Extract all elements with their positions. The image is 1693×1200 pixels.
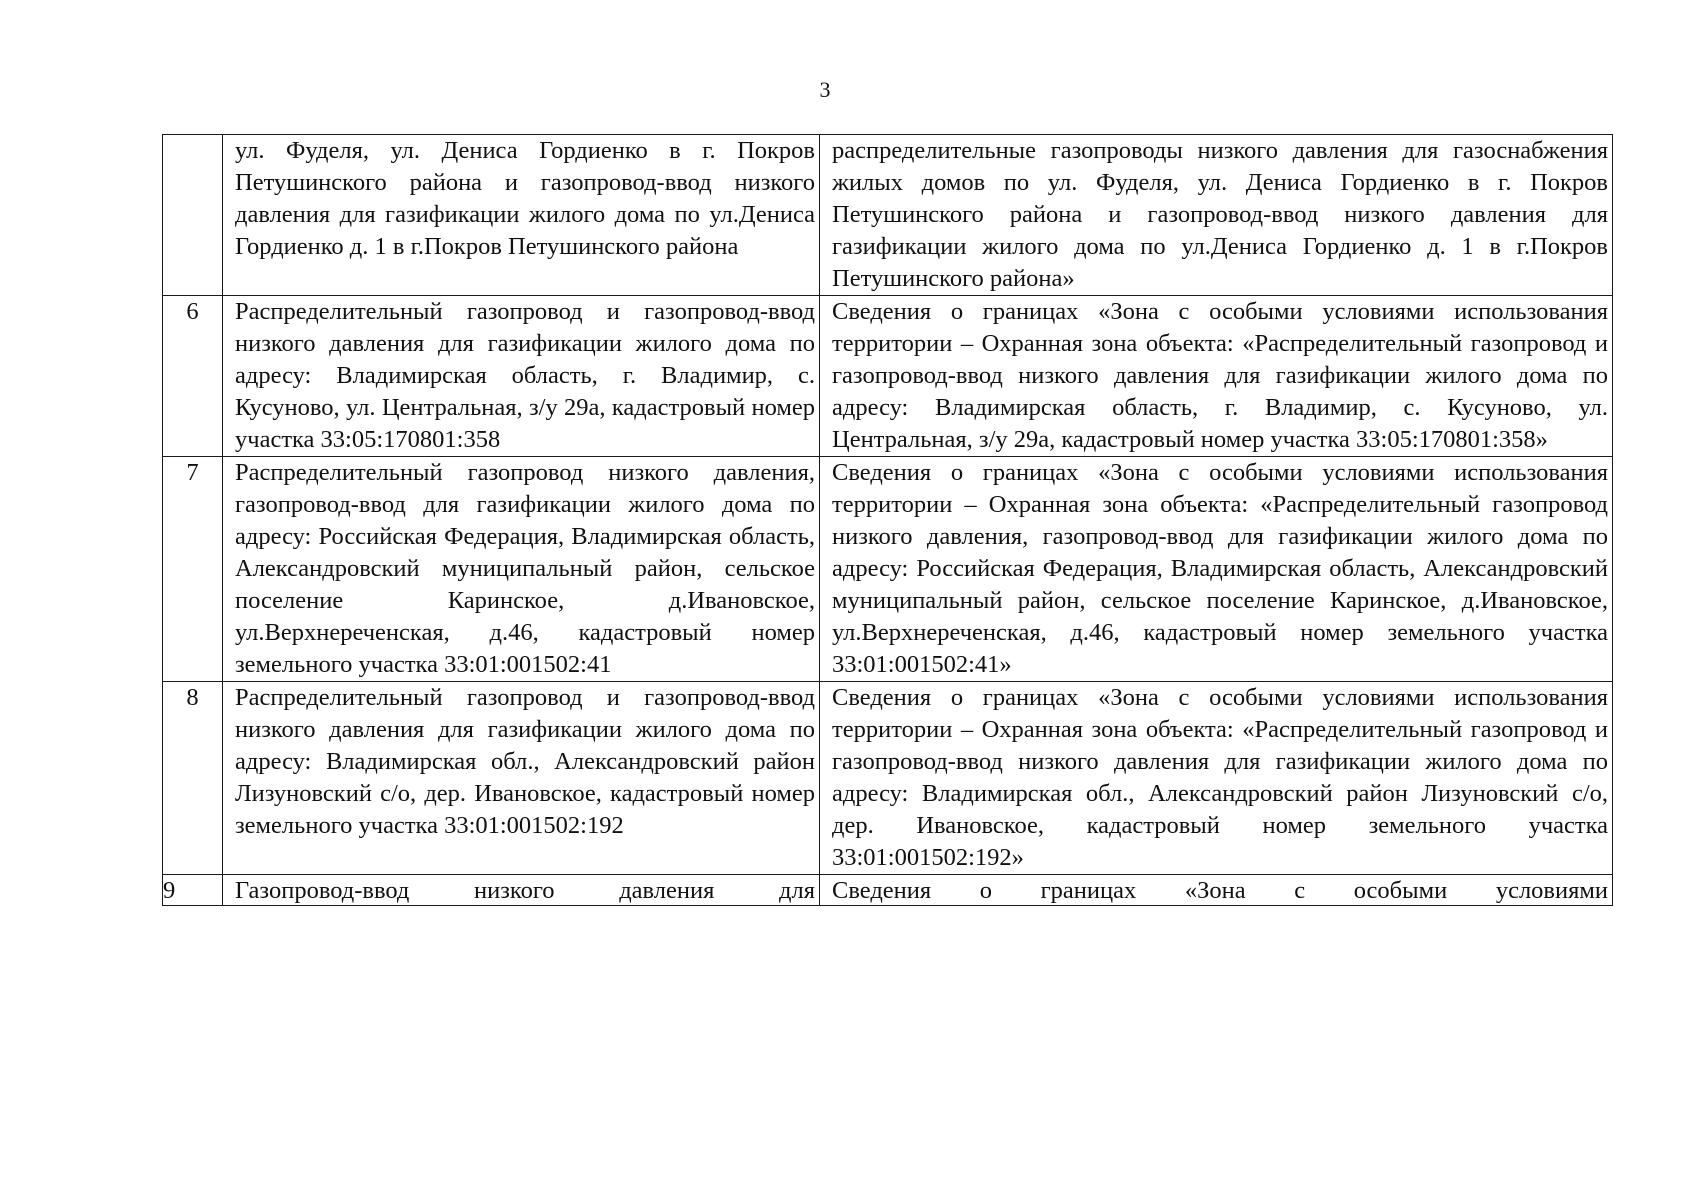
page-number: 3 (819, 77, 831, 102)
object-name: Распределительный газопровод низкого давления, газопровод-ввод для газификации жилого дома по адресу: Российская Федерация, Владимирская область, Александровский муниципальный район, сельское поселение Каринское, д.Ивановское, ул.Верхнереченская, д.46, кадастровый номер земельного участка 33:01:001502:41 (223, 457, 820, 682)
table-row (163, 457, 1613, 682)
table-row (163, 135, 1613, 296)
table-row (163, 682, 1613, 875)
zone-description-text: Сведения о границах «Зона с особыми условиями (832, 877, 1608, 904)
zone-description: распределительные газопроводы низкого давления для газоснабжения жилых домов по ул. Фуделя, ул. Дениса Гордиенко в г. Покров Петушинского района и газопровод-ввод низкого давления для газификации жилого дома по ул.Дениса Гордиенко д. 1 в г.Покров Петушинского района» (820, 135, 1613, 296)
row-number: 6 (163, 296, 223, 457)
object-name (223, 875, 820, 906)
object-name: ул. Фуделя, ул. Дениса Гордиенко в г. Покров Петушинского района и газопровод-ввод низкого давления для газификации жилого дома по ул.Дениса Гордиенко д. 1 в г.Покров Петушинского района (223, 135, 820, 296)
table-row (163, 296, 1613, 457)
row-number-text: 9 (163, 877, 176, 904)
row-number: 7 (163, 457, 223, 682)
objects-table (162, 134, 1613, 906)
zone-description: Сведения о границах «Зона с особыми условиями использования территории – Охранная зона объекта: «Распределительный газопровод и газопровод-ввод низкого давления для газификации жилого дома по адресу: Владимирская обл., Александровский район Лизуновский с/о, дер. Ивановское, кадастровый номер земельного участка 33:01:001502:192» (820, 682, 1613, 875)
object-name-text: Газопровод-ввод низкого давления для (235, 877, 815, 904)
zone-description: Сведения о границах «Зона с особыми условиями использования территории – Охранная зона объекта: «Распределительный газопровод низкого давления, газопровод-ввод для газификации жилого дома по адресу: Российская Федерация, Владимирская область, Александровский муниципальный район, сельское поселение Каринское, д.Ивановское, ул.Верхнереченская, д.46, кадастровый номер земельного участка 33:01:001502:41» (820, 457, 1613, 682)
zone-description: Сведения о границах «Зона с особыми условиями использования территории – Охранная зона объекта: «Распределительный газопровод и газопровод-ввод низкого давления для газификации жилого дома по адресу: Владимирская область, г. Владимир, с. Кусуново, ул. Центральная, з/у 29а, кадастровый номер участка 33:05:170801:358» (820, 296, 1613, 457)
row-number (163, 875, 223, 906)
row-number (163, 135, 223, 296)
table-row (163, 875, 1613, 906)
row-number: 8 (163, 682, 223, 875)
object-name: Распределительный газопровод и газопровод-ввод низкого давления для газификации жилого дома по адресу: Владимирская обл., Александровский район Лизуновский с/о, дер. Ивановское, кадастровый номер земельного участка 33:01:001502:192 (223, 682, 820, 875)
zone-description (820, 875, 1613, 906)
object-name: Распределительный газопровод и газопровод-ввод низкого давления для газификации жилого дома по адресу: Владимирская область, г. Владимир, с. Кусуново, ул. Центральная, з/у 29а, кадастровый номер участка 33:05:170801:358 (223, 296, 820, 457)
